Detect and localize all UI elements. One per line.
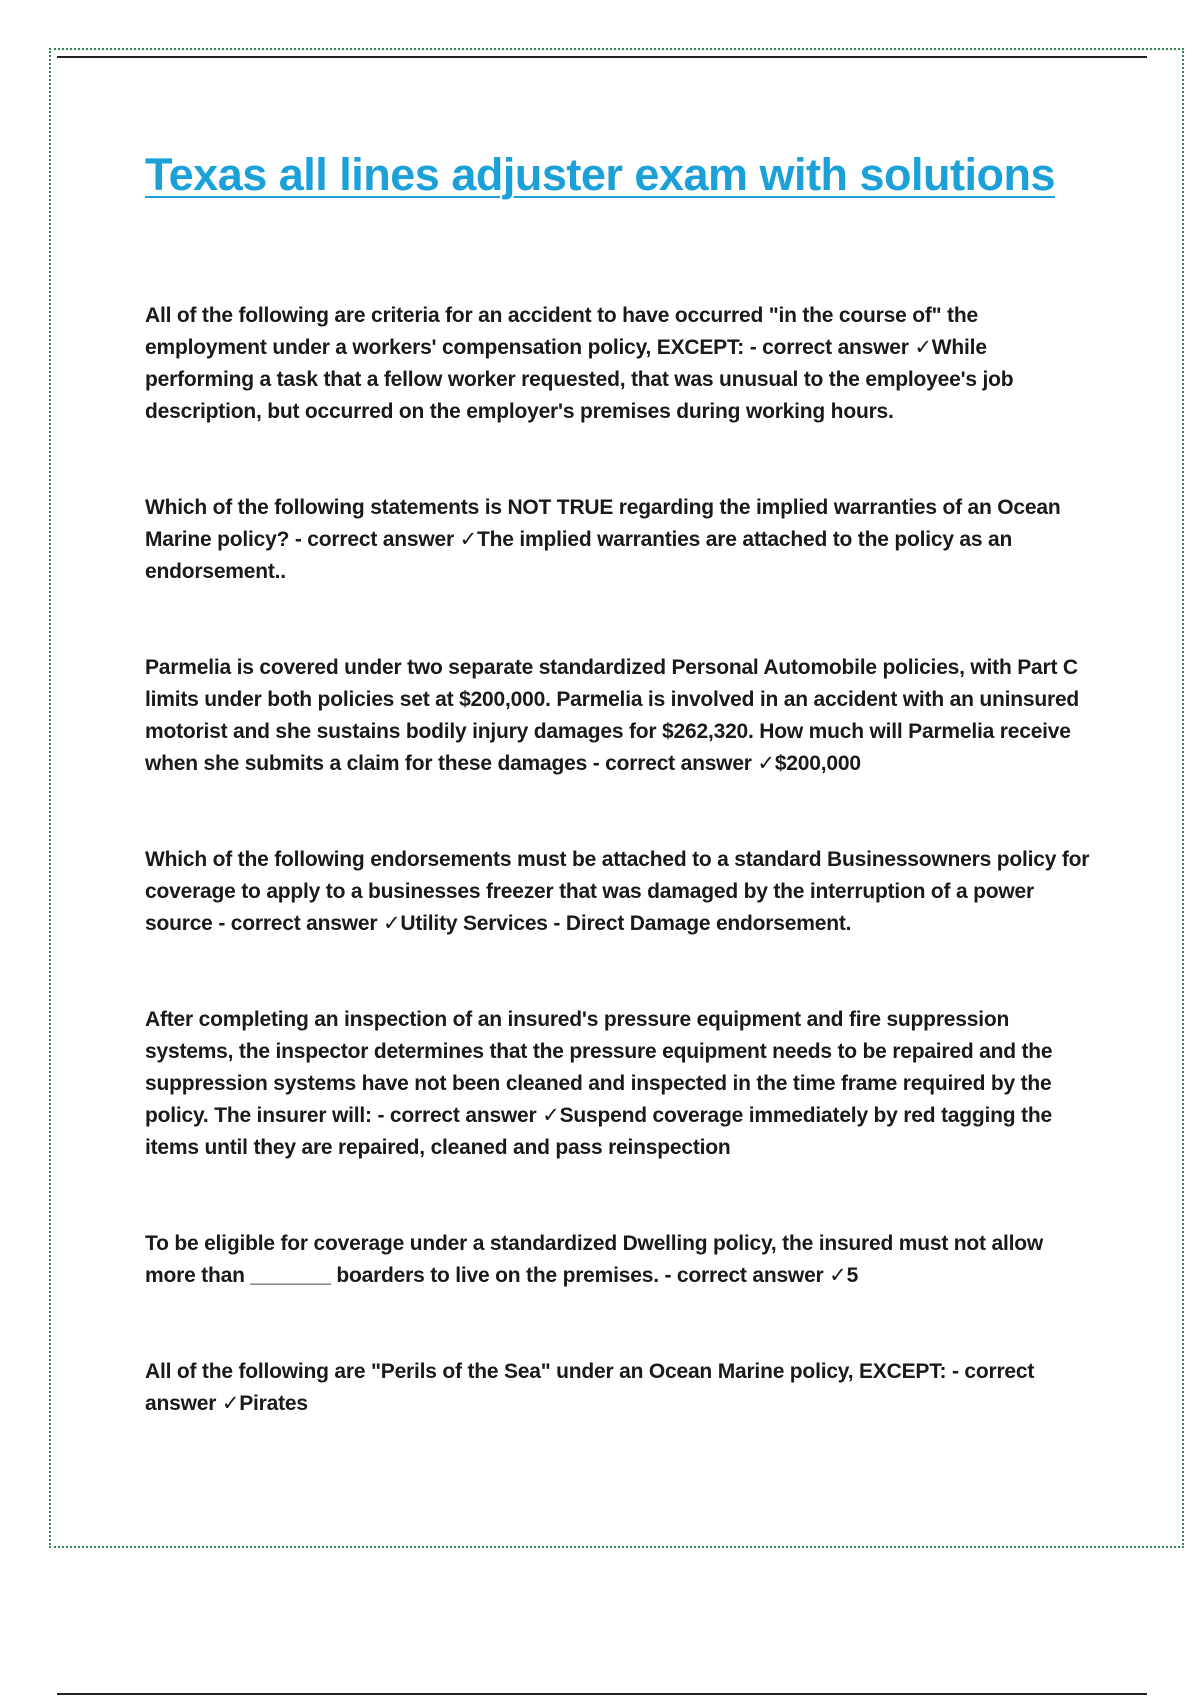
answer-separator: - correct answer xyxy=(145,1359,1035,1415)
checkmark-icon: ✓ xyxy=(542,1103,560,1127)
qa-item xyxy=(145,1228,1090,1292)
checkmark-icon: ✓ xyxy=(459,527,477,551)
qa-item xyxy=(145,300,1090,428)
qa-item xyxy=(145,652,1090,780)
checkmark-icon: ✓ xyxy=(757,751,775,775)
answer-text: Pirates xyxy=(239,1391,308,1415)
footer-rule xyxy=(57,1693,1147,1695)
answer-text: $200,000 xyxy=(774,751,861,775)
answer-text: Utility Services - Direct Damage endorsement. xyxy=(400,911,852,935)
question-text: Which of the following endorsements must be attached to a standard Businessowners policy for coverage to apply to a businesses freezer that was damaged by the interruption of a power source xyxy=(145,847,1090,935)
answer-text: 5 xyxy=(846,1263,859,1287)
qa-item xyxy=(145,492,1090,588)
question-text: To be eligible for coverage under a standardized Dwelling policy, the insured must not allow more than _______ boarders to live on the premises. xyxy=(145,1231,1043,1287)
document-body xyxy=(145,150,1090,1484)
answer-separator: - correct answer xyxy=(664,1263,824,1287)
answer-separator: - correct answer xyxy=(377,1103,537,1127)
answer-text: While performing a task that a fellow worker requested, that was unusual to the employee's job description, but occurred on the employer's premises during working hours. xyxy=(145,335,1014,423)
answer-text: The implied warranties are attached to the policy as an endorsement.. xyxy=(145,527,1013,583)
qa-item xyxy=(145,844,1090,940)
qa-item xyxy=(145,1356,1090,1420)
header-rule xyxy=(57,56,1147,58)
question-text: Parmelia is covered under two separate standardized Personal Automobile policies, with Part C limits under both policies set at $200,000. Parmelia is involved in an accident with an uninsured motorist and she sustains bodily injury damages for $262,320. How much will Parmelia receive when she submits a claim for these damages xyxy=(145,655,1080,775)
checkmark-icon: ✓ xyxy=(383,911,401,935)
answer-separator: - correct answer xyxy=(294,527,454,551)
checkmark-icon: ✓ xyxy=(829,1263,847,1287)
answer-text: Suspend coverage immediately by red tagging the items until they are repaired, cleaned and pass reinspection xyxy=(145,1103,1052,1159)
checkmark-icon: ✓ xyxy=(914,335,932,359)
question-text: All of the following are criteria for an accident to have occurred "in the course of" the employment under a workers' compensation policy, EXCEPT: xyxy=(145,303,978,359)
answer-separator: - correct answer xyxy=(749,335,909,359)
answer-separator: - correct answer xyxy=(592,751,752,775)
qa-item xyxy=(145,1004,1090,1164)
checkmark-icon: ✓ xyxy=(221,1391,240,1415)
qa-list xyxy=(145,300,1090,1420)
question-text: Which of the following statements is NOT TRUE regarding the implied warranties of an Ocean Marine policy? xyxy=(145,495,1061,551)
question-text: All of the following are "Perils of the Sea" under an Ocean Marine policy, EXCEPT: xyxy=(145,1359,947,1383)
document-title: Texas all lines adjuster exam with solutions xyxy=(145,149,1055,200)
question-text: After completing an inspection of an insured's pressure equipment and fire suppression systems, the inspector determines that the pressure equipment needs to be repaired and the suppression systems have not been cleaned and inspected in the time frame required by the policy. The insurer will: xyxy=(145,1007,1053,1127)
answer-separator: - correct answer xyxy=(218,911,378,935)
